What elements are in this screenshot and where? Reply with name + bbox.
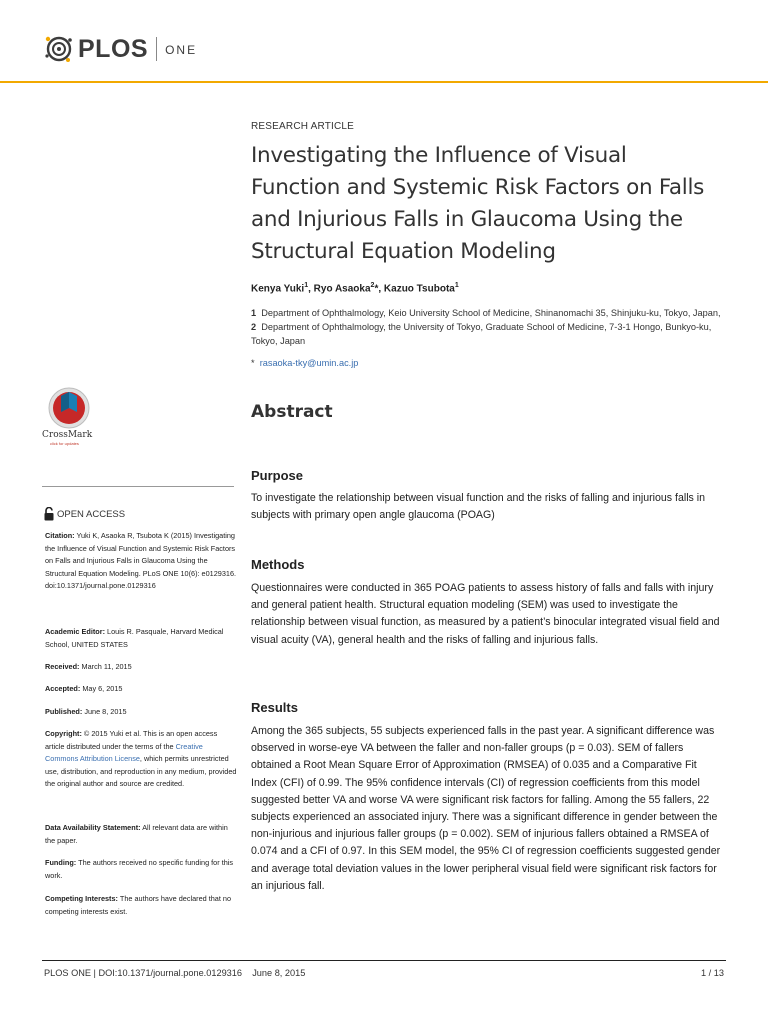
- open-access-badge: [44, 507, 125, 521]
- crossmark-label: CrossMark: [42, 430, 93, 440]
- article-title: Investigating the Influence of Visual Function and Systemic Risk Factors on Falls and Injurious Falls in Glaucoma Using the Structural Equation Modeling: [251, 143, 705, 264]
- sidebar-rule: [42, 486, 234, 487]
- accepted-block: [45, 683, 237, 696]
- corresponding-email: [251, 358, 358, 368]
- competing-interests-text: The authors have declared that no competing interests exist.: [45, 894, 232, 916]
- published-date: June 8, 2015: [84, 707, 127, 716]
- page-number: 1 / 13: [701, 968, 724, 978]
- logo-subtext: ONE: [165, 43, 198, 57]
- crossmark-badge[interactable]: [42, 386, 92, 452]
- email-mark: *: [251, 358, 255, 368]
- funding-label: Funding:: [45, 858, 77, 867]
- citation-text: Yuki K, Asaoka R, Tsubota K (2015) Investigating the Influence of Visual Function and Systemic Risk Factors on Falls and Injurious Falls in Glaucoma Using the Structural Equation Modeling. PLoS ONE 10(6): e0129316. doi:10.1371/journal.pone.0129316: [45, 531, 237, 590]
- abstract-heading: Abstract: [251, 402, 333, 422]
- competing-interests-block: [45, 893, 237, 918]
- accepted-date: May 6, 2015: [82, 684, 123, 693]
- author-affil-sup: 2: [370, 282, 375, 289]
- affiliations: [251, 306, 726, 348]
- affiliation-text: Department of Ophthalmology, Keio University School of Medicine, Shinanomachi 35, Shinjuku-ku, Tokyo, Japan,: [261, 308, 721, 318]
- author-name: Kenya Yuki: [251, 283, 305, 295]
- methods-heading: Methods: [251, 557, 305, 572]
- data-availability-label: Data Availability Statement:: [45, 823, 141, 832]
- copyright-block: [45, 728, 237, 791]
- citation-label: Citation:: [45, 531, 75, 540]
- received-block: [45, 661, 237, 674]
- header-accent-rule: [0, 81, 768, 83]
- editor-text: Louis R. Pasquale, Harvard Medical School, UNITED STATES: [45, 627, 224, 649]
- citation-block: [45, 530, 237, 593]
- results-heading: Results: [251, 700, 298, 715]
- copyright-text: , which permits unrestricted use, distribution, and reproduction in any medium, provided the original author and source are credited.: [45, 754, 237, 788]
- author-list: Kenya Yuki$^1$, Ryo Asaoka$^2$*, Kazuo Tsubota$^1$: [251, 282, 459, 295]
- crossmark-sub: click for updates: [50, 441, 79, 446]
- competing-interests-label: Competing Interests:: [45, 894, 118, 903]
- purpose-heading: Purpose: [251, 468, 304, 483]
- logo-separator: [156, 37, 157, 61]
- logo-text: PLOS: [78, 34, 149, 63]
- corresponding-mark: *: [374, 283, 379, 295]
- editor-block: [45, 626, 237, 651]
- received-label: Received:: [45, 662, 80, 671]
- methods-text: Questionnaires were conducted in 365 POAG patients to assess history of falls and falls with injury and general patient health. Structural equation modeling (SEM) was used to investigate the relationship between visual function, as measured by a patient’s binocular integrated visual field and visual acuity (VA), general health and the risks of falling and injurious falls.: [251, 582, 720, 646]
- data-availability-block: [45, 822, 237, 847]
- crossmark-icon: [47, 386, 91, 430]
- journal-header: [0, 0, 768, 82]
- open-lock-icon: [44, 507, 54, 521]
- published-block: [45, 706, 237, 719]
- purpose-text: To investigate the relationship between visual function and the risks of falling and injurious falls in subjects with primary open angle glaucoma (POAG): [251, 492, 706, 522]
- copyright-text: © 2015 Yuki et al. This is an open access article distributed under the terms of the: [45, 729, 218, 751]
- copyright-label: Copyright:: [45, 729, 82, 738]
- received-date: March 11, 2015: [81, 662, 132, 671]
- funding-text: The authors received no specific funding for this work.: [45, 858, 234, 880]
- license-link[interactable]: Creative Commons Attribution License: [45, 741, 203, 763]
- email-link[interactable]: rasaoka-tky@umin.ac.jp: [259, 358, 359, 368]
- published-label: Published:: [45, 707, 83, 716]
- affil-number: 1: [251, 308, 257, 318]
- affiliation-text: Department of Ophthalmology, the University of Tokyo, Graduate School of Medicine, 7-3-1 Hongo, Bunkyo-ku, Tokyo, Japan: [251, 322, 712, 346]
- funding-block: [45, 857, 237, 882]
- results-text: Among the 365 subjects, 55 subjects experienced falls in the past year. A significant difference was observed in worse-eye VA between the faller and non-faller groups (p = 0.03). SEM of fallers obtained a Root Mean Square Error of Approximation (RMSEA) of 0.035 and a Comparative Fit Index (CFI) of 0.99. The 95% confidence intervals (CI) of regression coefficients from this model suggested better VA and worse VA were significant risk factors for falling. Among the 55 fallers, 22 subjects experienced an associated injury. There was a significant difference in gender between the non-injurious and injurious faller groups (p = 0.002). SEM of injurious fallers obtained a RMSEA of 0.074 and a CFI of 0.97. In this SEM model, the 95% CI of regression coefficients suggested gender and average total deviation values in the lower peripheral visual field were significant risk factors for an injurious fall.: [251, 725, 721, 892]
- editor-label: Academic Editor:: [45, 627, 106, 636]
- open-access-label: OPEN ACCESS: [57, 508, 126, 520]
- author-name: Kazuo Tsubota: [383, 283, 455, 295]
- author-name: Ryo Asaoka: [313, 283, 371, 295]
- author-affil-sup: 1: [454, 282, 459, 289]
- data-availability-text: All relevant data are within the paper.: [45, 823, 228, 845]
- affil-number: 2: [251, 322, 257, 332]
- plos-logo-icon: [44, 34, 74, 64]
- footer-rule: [42, 960, 726, 961]
- author-affil-sup: 1: [304, 282, 309, 289]
- footer-citation: PLOS ONE | DOI:10.1371/journal.pone.0129316 June 8, 2015: [44, 968, 306, 978]
- article-type: RESEARCH ARTICLE: [251, 121, 355, 132]
- accepted-label: Accepted:: [45, 684, 81, 693]
- plos-logo[interactable]: [44, 34, 197, 64]
